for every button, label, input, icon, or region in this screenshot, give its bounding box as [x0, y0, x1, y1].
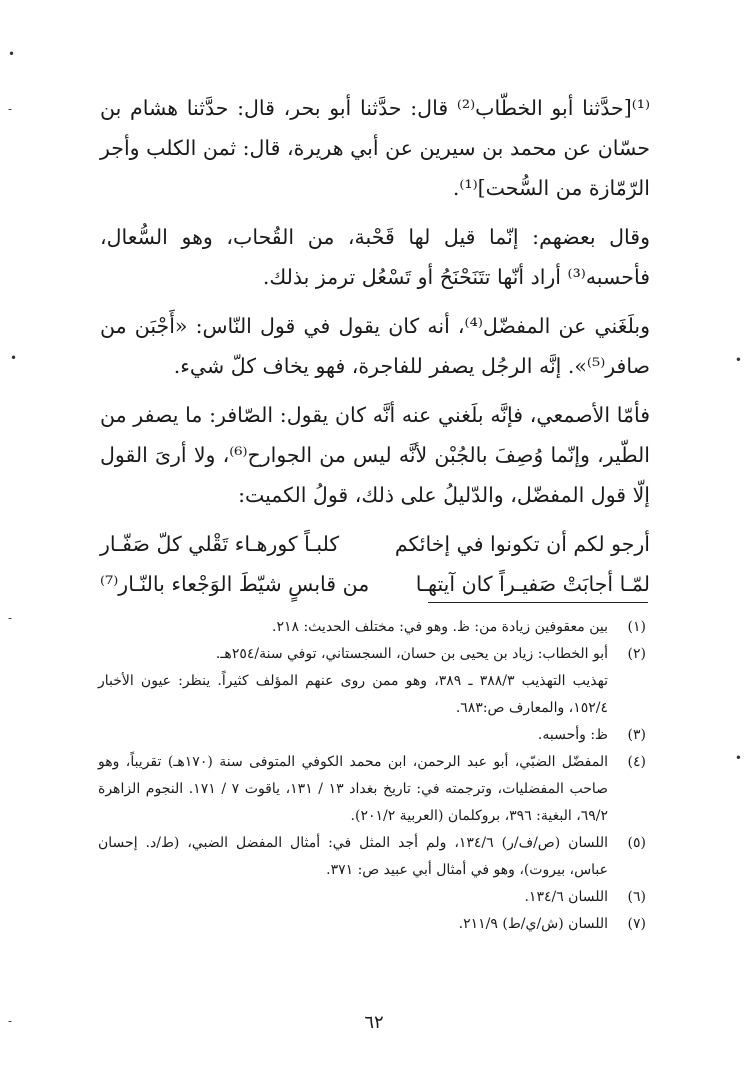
footnote-number: (١)	[627, 619, 646, 635]
margin-mark: -	[8, 1014, 13, 1028]
footnote-text: اللسان (ص/ف/ر) ١٣٤/٦، ولم أجد المثل في: أمثال المفضل الضبي، (ط/د. إحسان عباس، بيروت)، وهو في أمثال أبي عبيد ص: ٣٧١.	[98, 835, 608, 878]
verse-second-hemistich: كلبـاً كورهـاء تَقْلي كلّ صَفّـار	[100, 532, 340, 556]
footnote-number: (٣)	[627, 727, 646, 743]
footnote-number	[608, 668, 646, 722]
footnote-number: (٤)	[627, 754, 646, 770]
margin-mark: •	[734, 751, 742, 765]
verse-line	[100, 524, 650, 564]
poem-verses	[100, 524, 650, 604]
margin-mark: •	[10, 351, 18, 365]
verse-line	[100, 564, 650, 604]
footnote-text: اللسان (ش/ي/ط) ٢١١/٩.	[458, 916, 608, 932]
footnote-text: اللسان ١٣٤/٦.	[524, 889, 608, 905]
footnote-number: (٥)	[627, 835, 646, 851]
footnote	[98, 884, 646, 911]
paragraph: وقال بعضهم: إنّما قيل لها قَحْبة، من القُحاب، وهو السُّعال، فأحسبه⁽³⁾ أراد أنّها تتَنَحْنَحُ أو تَسْعُل ترمز بذلك.	[100, 225, 650, 289]
verse-first-hemistich: أرجو لكم أن تكونوا في إخائكم	[394, 532, 650, 556]
footnote-text: ظ: وأحسبه.	[537, 727, 608, 743]
footnotes	[98, 614, 646, 938]
margin-mark: -	[8, 611, 13, 625]
footnote-number: (٧)	[627, 916, 646, 932]
footnote	[98, 830, 646, 884]
footnote	[98, 668, 646, 722]
footnote-number: (٦)	[627, 889, 646, 905]
footnote-number: (٢)	[627, 646, 646, 662]
footnote-text: تهذيب التهذيب ٣٨٨/٣ ـ ٣٨٩، وهو ممن روى عنهم المؤلف كثيراً. ينظر: عيون الأخبار ١٥٢/٤، والمعارف ص:٦٨٣.	[98, 673, 608, 716]
footnote	[98, 722, 646, 749]
verse-first-hemistich: لمّـا أجابَتْ صَفيـراً كان آيتهـا	[415, 572, 650, 596]
paragraph: ⁽¹⁾[حدَّثنا أبو الخطّاب⁽²⁾ قال: حدَّثنا أبو بحر، قال: حدَّثنا هشام بن حسّان عن محمد بن سيرين عن أبي هريرة، قال: ثمن الكلب وأجر الرّمّازة من السُّحت]⁽¹⁾.	[100, 96, 650, 200]
margin-mark: -	[8, 102, 13, 116]
margin-mark: •	[734, 353, 742, 367]
main-text	[100, 88, 650, 604]
footnote	[98, 911, 646, 938]
footnote	[98, 614, 646, 641]
paragraph: وبلَغَني عن المفضّل⁽⁴⁾، أنه كان يقول في قول النّاس: «أَجْبَن من صافر⁽⁵⁾». إنَّه الرجُل يصفر للفاجرة، فهو يخاف كلّ شيء.	[100, 314, 650, 378]
footnote-text: بين معقوفين زيادة من: ظ. وهو في: مختلف الحديث: ٢١٨.	[272, 619, 608, 635]
page-number: ٦٢	[364, 1012, 384, 1033]
footnote	[98, 641, 646, 668]
footnote-text: المفضّل الضبّي، أبو عبد الرحمن، ابن محمد الكوفي المتوفى سنة (١٧٠هـ) تقريباً، وهو صاحب المفضليات، وترجمته في: تاريخ بغداد ١٣ / ١٣١، ياقوت ٧ / ١٧١. النجوم الزاهرة ٦٩/٢، البغية: ٣٩٦، بروكلمان (العربية ٢٠١/٢).	[98, 754, 608, 824]
paragraph: فأمّا الأصمعي، فإنَّه بلَغني عنه أنَّه كان يقول: الصّافر: ما يصفر من الطّير، وإنّما وُصِفَ بالجُبْن لأنَّه ليس من الجوارح⁽⁶⁾، ولا أرىَ القول إلّا قول المفضّل، والدّليلُ على ذلك، قولُ الكميت:	[100, 403, 650, 507]
footnote-separator	[428, 602, 648, 603]
verse-second-hemistich: من قابسٍ شيّطَ الوَجْعاء بالنّـار⁽⁷⁾	[100, 572, 370, 596]
footnote-text: أبو الخطاب: زياد بن يحيى بن حسان، السجستاني، توفي سنة/٢٥٤هـ.	[215, 646, 608, 662]
margin-mark: •	[8, 47, 16, 61]
footnote	[98, 749, 646, 830]
